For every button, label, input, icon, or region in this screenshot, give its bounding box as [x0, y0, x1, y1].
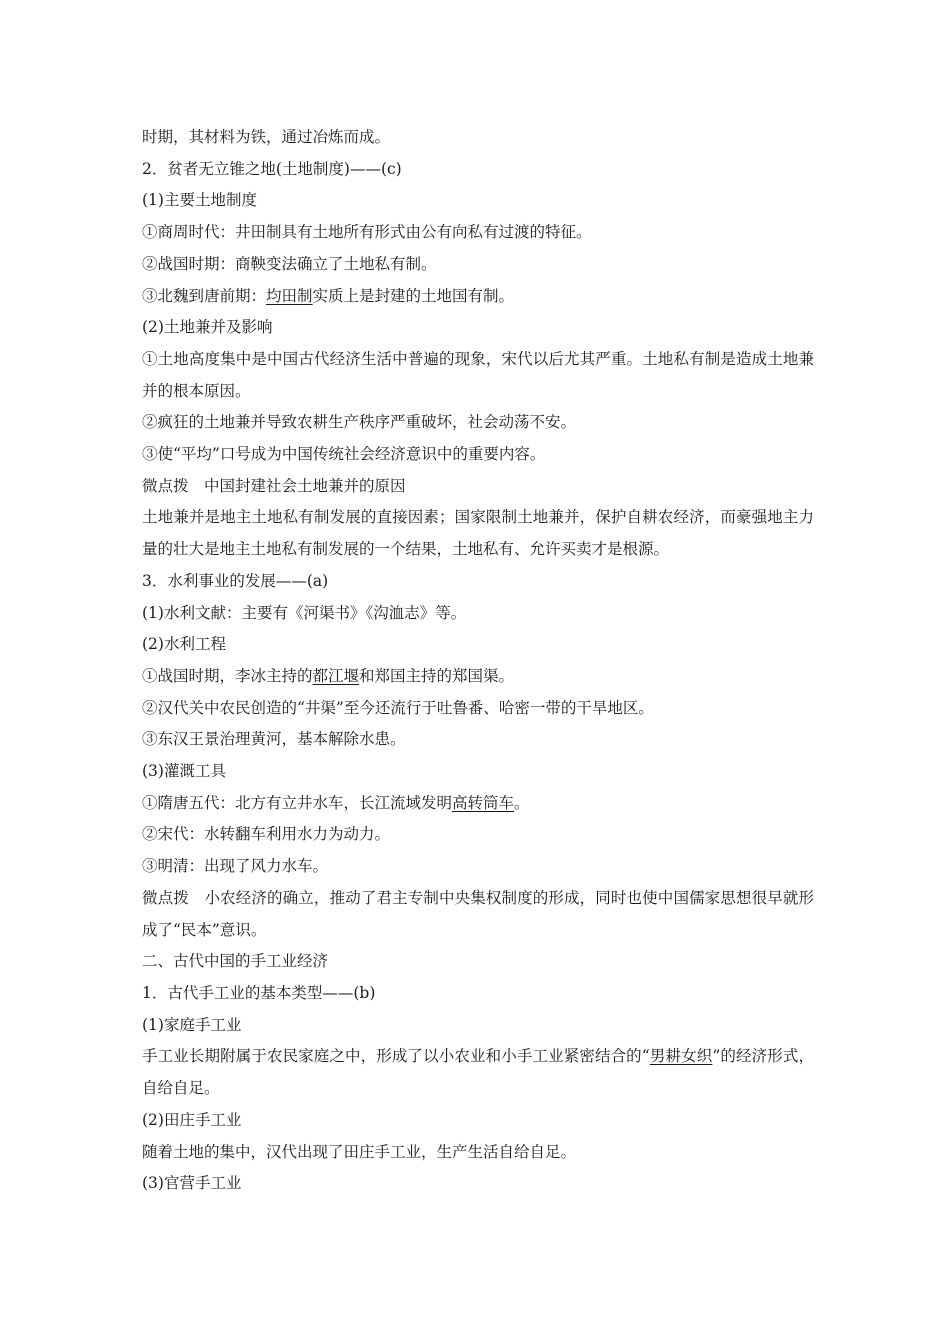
subsection-heading: (2)土地兼并及影响 — [142, 318, 273, 337]
text-span: 手工业长期附属于农民家庭之中，形成了以小农业和小手工业紧密结合的“ — [142, 1047, 650, 1066]
underlined-term: 都江堰 — [312, 666, 360, 685]
list-item: ②战国时期：商鞅变法确立了土地私有制。 — [142, 254, 437, 273]
list-item: ③东汉王景治理黄河，基本解除水患。 — [142, 730, 406, 749]
list-item: ③使“平均”口号成为中国传统社会经济意识中的重要内容。 — [142, 445, 546, 464]
text-span: 实质上是封建的土地国有制。 — [312, 286, 515, 305]
subsection-heading: (3)官营手工业 — [142, 1174, 242, 1193]
text-line: 时期，其材料为铁，通过冶炼而成。 — [142, 128, 391, 146]
chapter-heading: 二、古代中国的手工业经济 — [142, 952, 329, 971]
paragraph: 土地兼并是地主土地私有制发展的直接因素；国家限制土地兼并，保护自耕农经济，而豪强地主力量的壮大是地主土地私有制发展的一个结果，土地私有、允许买卖才是根源。 — [142, 508, 814, 559]
paragraph: 随着土地的集中，汉代出现了田庄手工业，生产生活自给自足。 — [142, 1142, 577, 1161]
subsection-heading: (3)灌溉工具 — [142, 762, 226, 781]
text-span: 和郑国主持的郑国渠。 — [359, 666, 515, 685]
text-span: ③北魏到唐前期： — [142, 286, 267, 305]
list-item: ②宋代：水转翻车利用水力为动力。 — [142, 825, 391, 844]
section-heading: 1．古代手工业的基本类型——(b) — [142, 983, 376, 1002]
list-item — [142, 281, 814, 313]
section-heading: 3．水利事业的发展——(a) — [142, 571, 329, 590]
underlined-term: 均田制 — [266, 286, 313, 305]
list-item: ①商周时代：井田制具有土地所有形式由公有向私有过渡的特征。 — [142, 223, 592, 242]
subsection-heading: (1)家庭手工业 — [142, 1015, 242, 1034]
paragraph — [142, 1041, 814, 1104]
section-heading: 2．贫者无立锥之地(土地制度)——(c) — [142, 159, 402, 178]
list-item: ②疯狂的土地兼并导致农耕生产秩序严重破坏，社会动荡不安。 — [142, 413, 577, 432]
text-span: ①战国时期，李冰主持的 — [142, 666, 313, 685]
text-span: ①隋唐五代：北方有立井水车，长江流域发明 — [142, 793, 453, 812]
list-item: ①土地高度集中是中国古代经济生活中普遍的现象，宋代以后尤其严重。土地私有制是造成土地兼并的根本原因。 — [142, 349, 814, 400]
subsection-heading: (2)水利工程 — [142, 635, 226, 654]
underlined-term: 男耕女织 — [649, 1047, 713, 1066]
list-item: ②汉代关中农民创造的“井渠”至今还流行于吐鲁番、哈密一带的干旱地区。 — [142, 698, 654, 717]
list-item: ③明清：出现了风力水车。 — [142, 857, 329, 876]
list-item — [142, 661, 814, 693]
subsection-heading: (1)主要土地制度 — [142, 191, 257, 210]
list-item — [142, 788, 814, 820]
underlined-term: 高转筒车 — [452, 793, 515, 812]
subsection-heading: (2)田庄手工业 — [142, 1110, 242, 1129]
document-body — [142, 122, 814, 1200]
text-span: ”的经济形式，自给自足。 — [142, 1047, 814, 1098]
text-span: 。 — [514, 793, 530, 812]
tip-paragraph: 微点拨 小农经济的确立，推动了君主专制中央集权制度的形成，同时也使中国儒家思想很早就形成了“民本”意识。 — [142, 888, 814, 939]
subsection-heading: (1)水利文献：主要有《河渠书》《沟洫志》等。 — [142, 603, 467, 622]
tip-heading: 微点拨 中国封建社会土地兼并的原因 — [142, 476, 406, 495]
